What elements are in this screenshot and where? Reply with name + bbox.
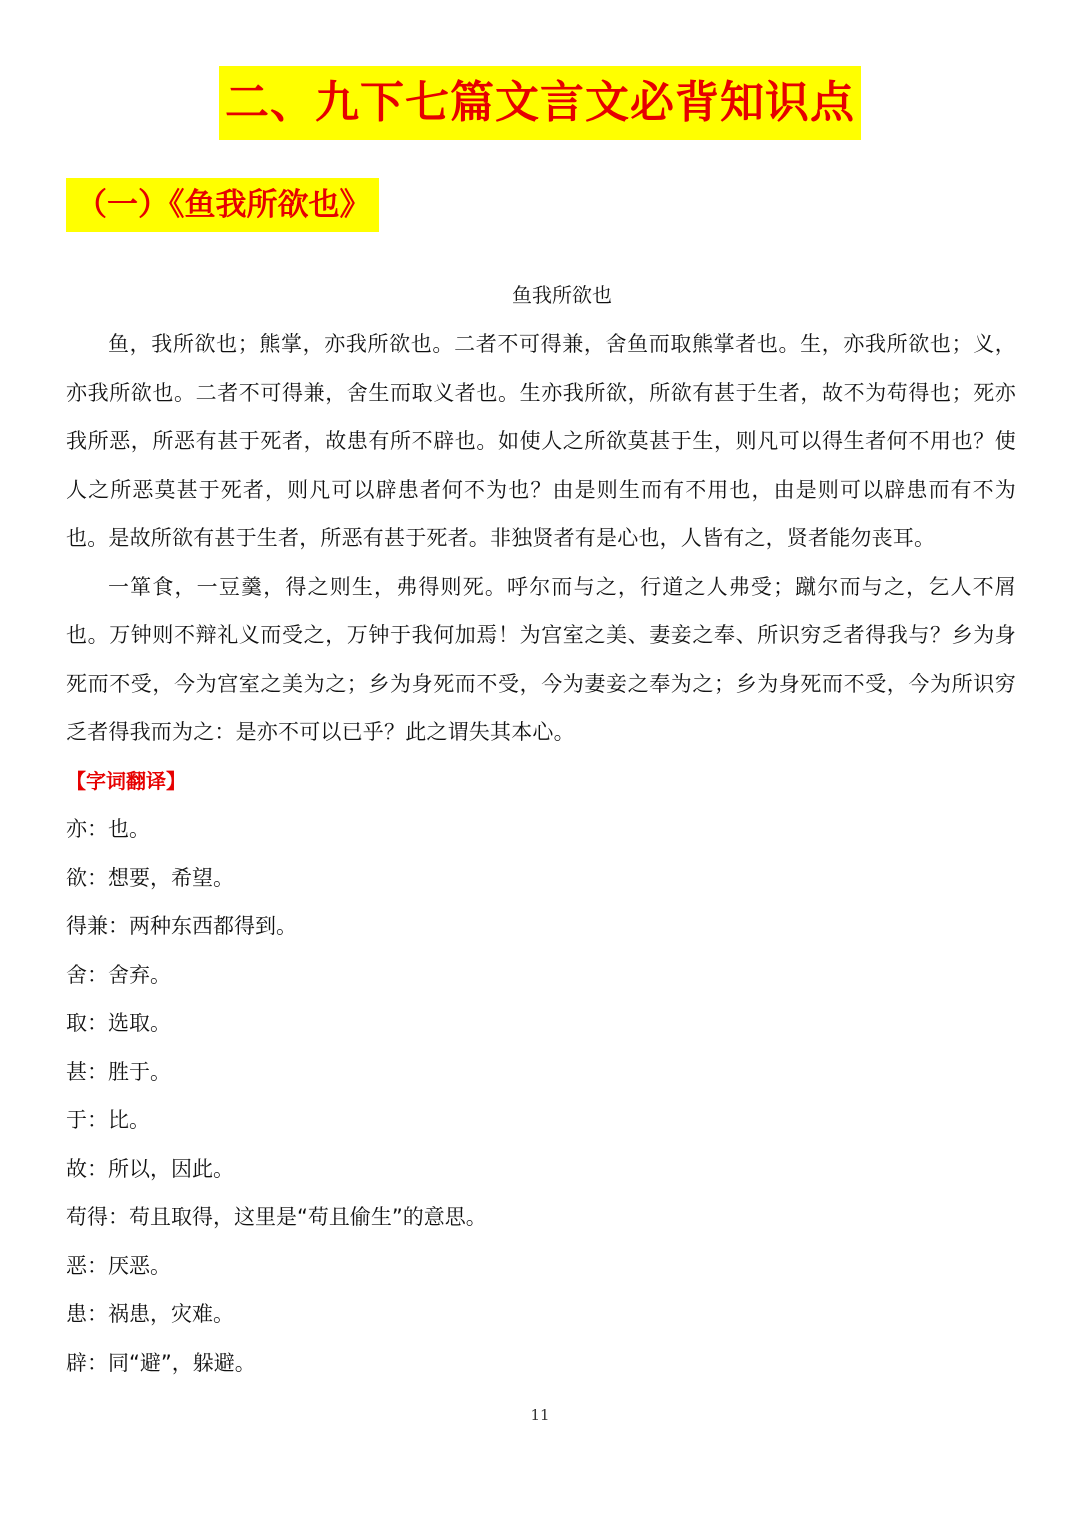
vocab-item: 苟得：苟且取得，这里是“苟且偷生”的意思。 (66, 1205, 487, 1229)
section-title: （一）《鱼我所欲也》 (66, 178, 379, 232)
vocab-item: 亦：也。 (66, 817, 150, 841)
vocab-item: 甚：胜于。 (66, 1059, 171, 1084)
article-paragraph: 鱼，我所欲也；熊掌，亦我所欲也。二者不可得兼，舍鱼而取熊掌者也。生，亦我所欲也；义，亦我所欲也。二者不可得兼，舍生而取义者也。生亦我所欲，所欲有甚于生者，故不为苟得也；死亦我所恶，所恶有甚于死者，故患有所不辟也。如使人之所欲莫甚于生，则凡可以得生者何不用也？使人之所恶莫甚于死者，则凡可以辟患者何不为也？由是则生而有不用也，由是则可以辟患而有不为也。是故所欲有甚于生者，所恶有甚于死者。非独贤者有是心也，人皆有之，贤者能勿丧耳。 (66, 332, 1016, 550)
vocab-item: 恶：厌恶。 (66, 1253, 171, 1278)
article-title: 鱼我所欲也 (512, 283, 612, 307)
vocab-list (66, 805, 1016, 1387)
vocab-item: 取：选取。 (66, 1011, 171, 1035)
vocab-heading: 【字词翻译】 (66, 768, 186, 793)
vocab-item: 于：比。 (66, 1108, 150, 1132)
vocab-item: 故：所以，因此。 (66, 1156, 234, 1181)
vocab-item: 欲：想要，希望。 (66, 865, 234, 890)
article-body (66, 320, 1016, 1387)
vocab-item: 得兼：两种东西都得到。 (66, 914, 297, 938)
vocab-item: 舍：舍弃。 (66, 962, 171, 987)
main-title: 二、九下七篇文言文必背知识点 (219, 66, 861, 140)
main-title-container (0, 66, 1080, 140)
page-number: 11 (530, 1406, 550, 1424)
vocab-item: 患：祸患，灾难。 (66, 1302, 234, 1326)
vocab-item: 辟：同“避”，躲避。 (66, 1350, 256, 1375)
article-paragraph: 一箪食，一豆羹，得之则生，弗得则死。呼尔而与之，行道之人弗受；蹴尔而与之，乞人不屑也。万钟则不辩礼义而受之，万钟于我何加焉！为宫室之美、妻妾之奉、所识穷乏者得我与？乡为身死而不受，今为宫室之美为之；乡为身死而不受，今为妻妾之奉为之；乡为身死而不受，今为所识穷乏者得我而为之：是亦不可以已乎？此之谓失其本心。 (66, 574, 1016, 744)
